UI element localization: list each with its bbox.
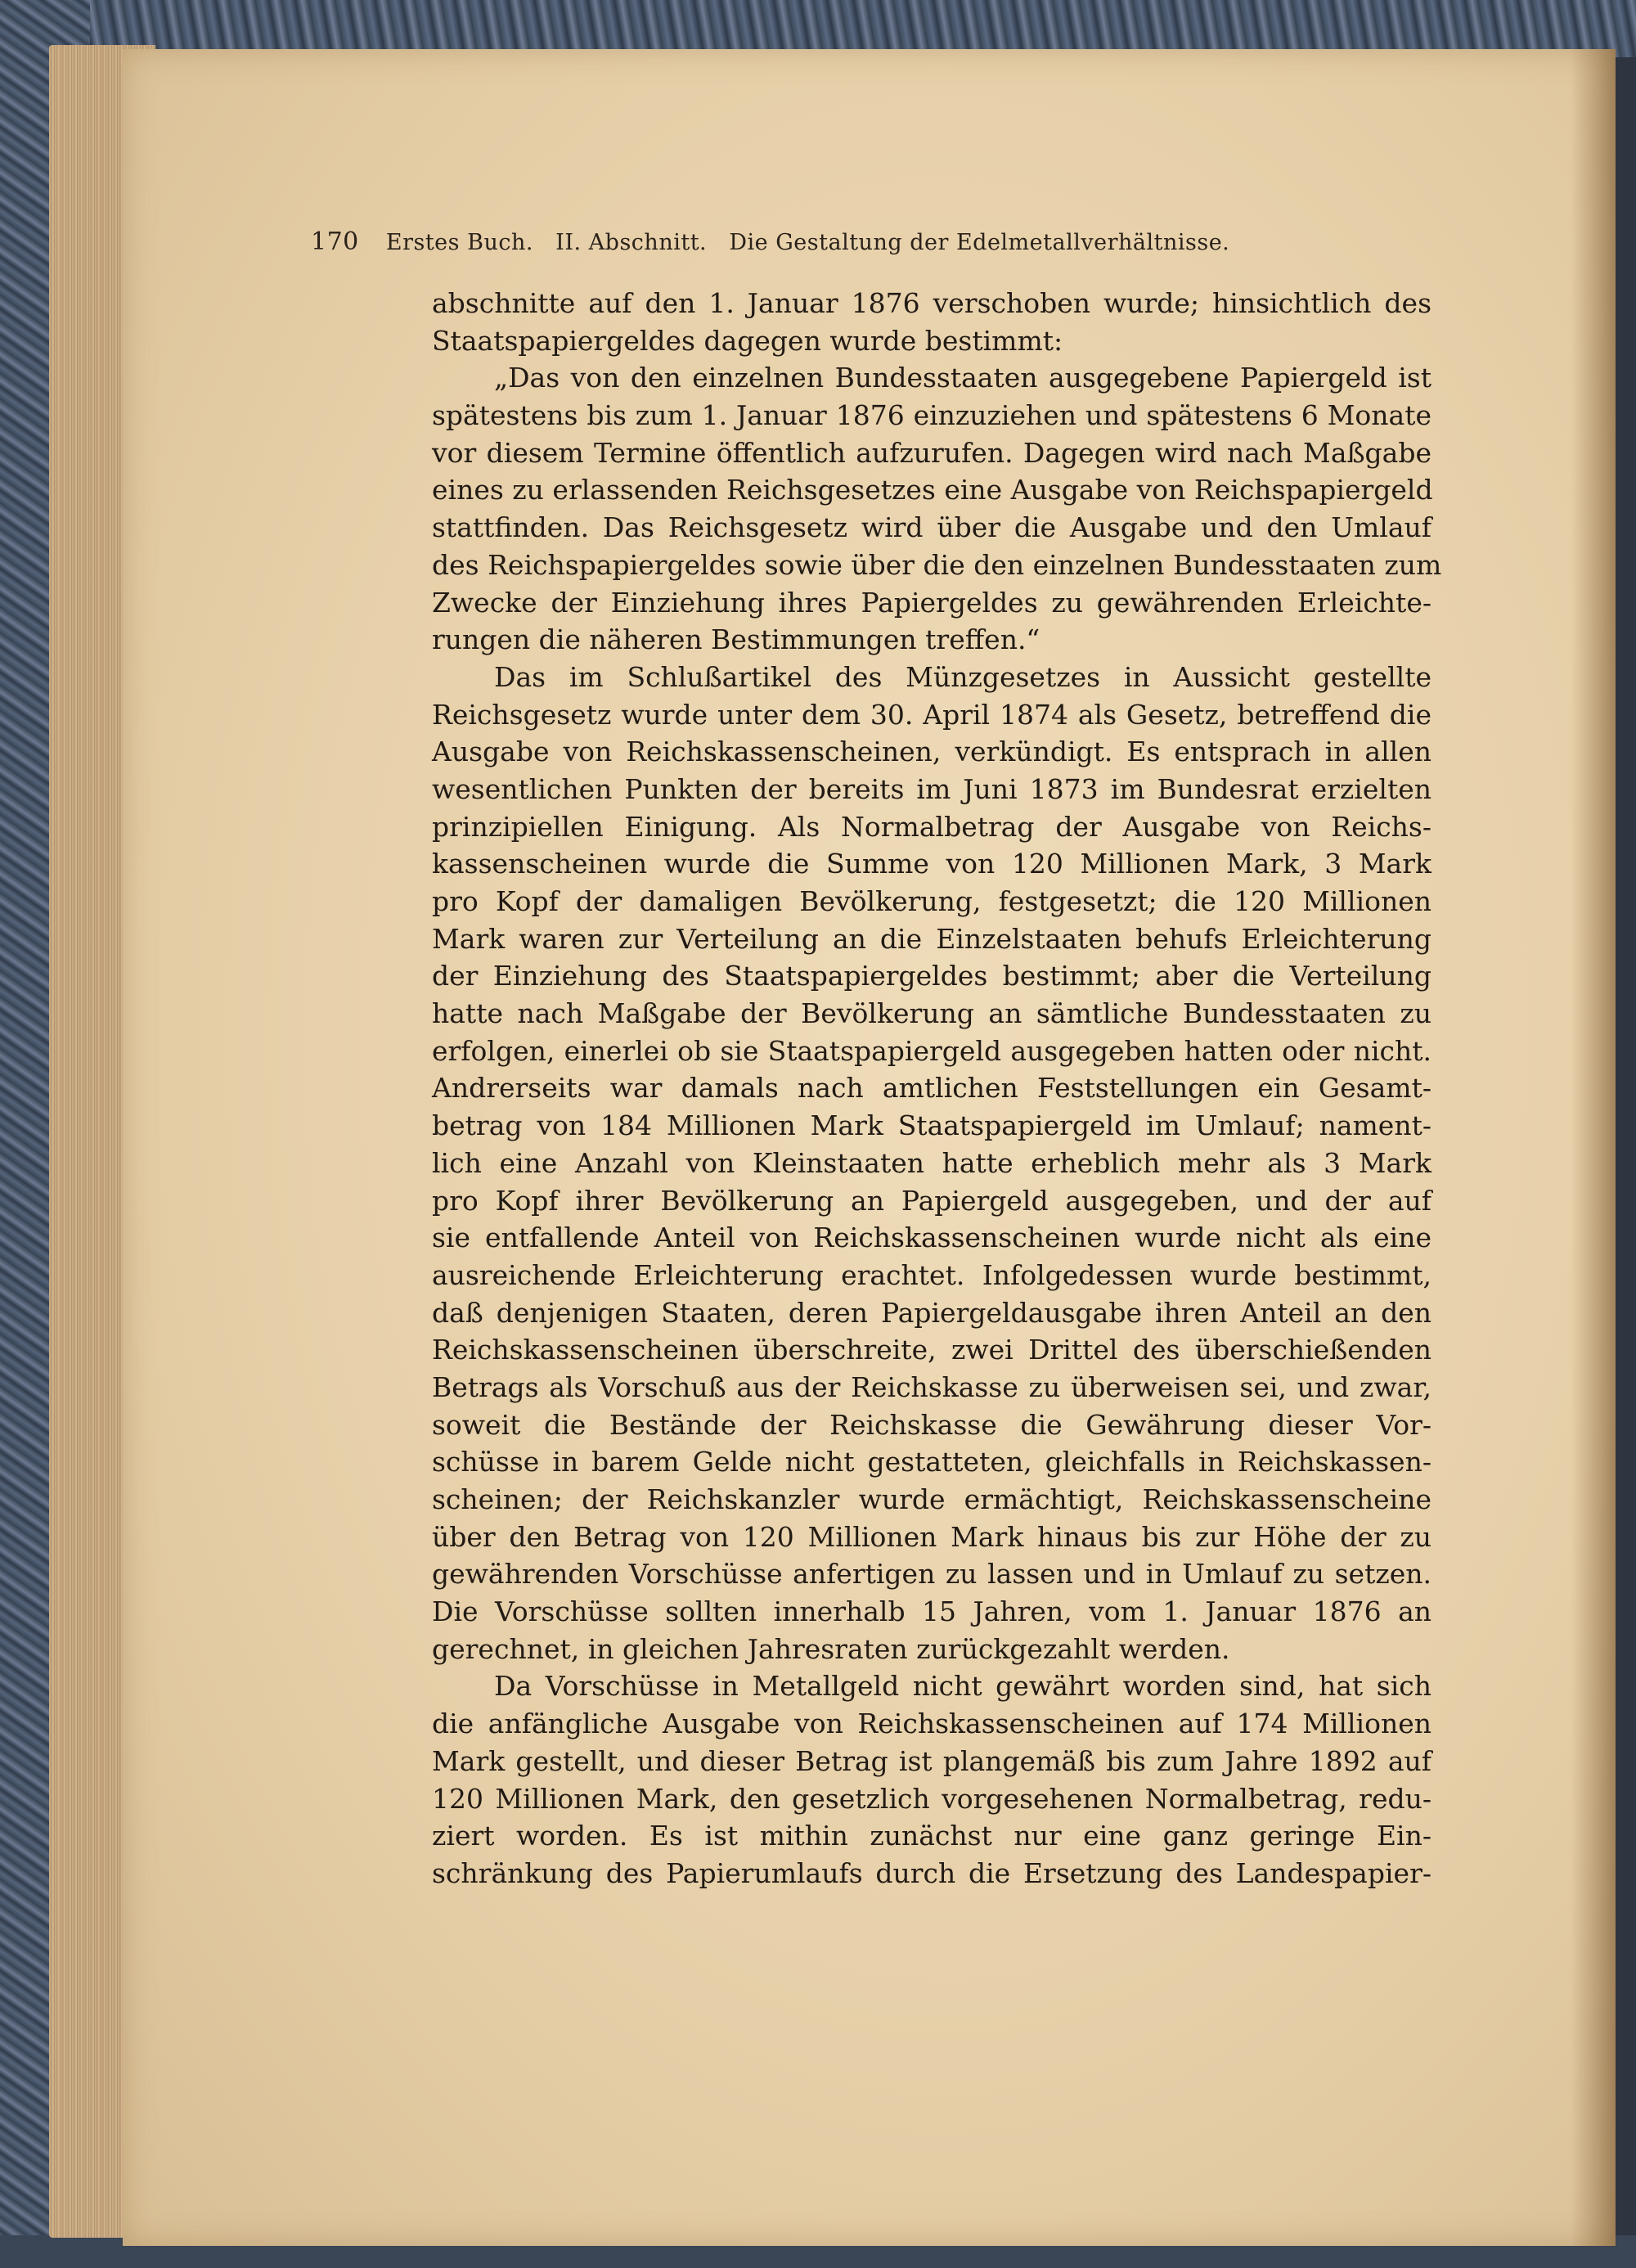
text-line: 120 Millionen Mark, den gesetzlich vorgesehenen Normalbetrag, redu- (432, 1782, 1432, 1815)
text-line: der Einziehung des Staatspapiergeldes bestimmt; aber die Verteilung (432, 960, 1432, 992)
text-line: Ausgabe von Reichskassenscheinen, verkündigt. Es entsprach in allen (432, 736, 1432, 768)
text-line: ziert worden. Es ist mithin zunächst nur eine ganz geringe Ein- (432, 1820, 1432, 1852)
page-number: 170 (311, 227, 359, 256)
page-gutter-shadow (1571, 49, 1616, 2246)
text-line: pro Kopf der damaligen Bevölkerung, festgesetzt; die 120 Millionen (432, 885, 1432, 917)
text-line: schränkung des Papierumlaufs durch die Ersetzung des Landespapier- (432, 1856, 1432, 1889)
text-line: Staatspapiergeldes dagegen wurde bestimmt: (432, 324, 1063, 357)
text-line: stattfinden. Das Reichsgesetz wird über die Ausgabe und den Umlauf (432, 511, 1432, 544)
text-line: hatte nach Maßgabe der Bevölkerung an sämtliche Bundesstaaten zu (432, 997, 1432, 1030)
text-line: gerechnet, in gleichen Jahresraten zurückgezahlt werden. (432, 1632, 1230, 1665)
text-line: Zwecke der Einziehung ihres Papiergeldes zu gewährenden Erleichte- (432, 586, 1432, 619)
text-line: Mark waren zur Verteilung an die Einzelstaaten behufs Erleichterung (432, 922, 1432, 955)
text-line: daß denjenigen Staaten, deren Papiergeldausgabe ihren Anteil an den (432, 1296, 1432, 1329)
text-line: abschnitte auf den 1. Januar 1876 verschoben wurde; hinsichtlich des (432, 287, 1432, 319)
text-line: rungen die näheren Bestimmungen treffen.“ (432, 623, 1040, 656)
text-line: Das im Schlußartikel des Münzgesetzes in Aussicht gestellte (494, 660, 1432, 693)
text-line: soweit die Bestände der Reichskasse die Gewährung dieser Vor- (432, 1408, 1432, 1441)
text-line: des Reichspapiergeldes sowie über die den einzelnen Bundesstaaten zum (432, 548, 1442, 581)
text-line: „Das von den einzelnen Bundesstaaten ausgegebene Papiergeld ist (494, 362, 1432, 394)
text-line: über den Betrag von 120 Millionen Mark hinaus bis zur Höhe der zu (432, 1520, 1432, 1553)
text-line: die anfängliche Ausgabe von Reichskassenscheinen auf 174 Millionen (432, 1708, 1432, 1740)
body-text (432, 285, 1442, 1892)
text-line: ausreichende Erleichterung erachtet. Infolgedessen wurde bestimmt, (432, 1258, 1432, 1291)
text-line: scheinen; der Reichskanzler wurde ermächtigt, Reichskassenscheine (432, 1483, 1432, 1515)
text-line: erfolgen, einerlei ob sie Staatspapiergeld ausgegeben hatten oder nicht. (432, 1034, 1432, 1067)
text-line: spätestens bis zum 1. Januar 1876 einzuziehen und spätestens 6 Monate (432, 399, 1432, 432)
text-line: Reichskassenscheinen überschreite, zwei Drittel des überschießenden (432, 1334, 1432, 1366)
text-line: Reichsgesetz wurde unter dem 30. April 1874 als Gesetz, betreffend die (432, 698, 1432, 731)
running-head (311, 227, 1440, 256)
text-line: Andrerseits war damals nach amtlichen Feststellungen ein Gesamt- (432, 1072, 1432, 1105)
text-line: Mark gestellt, und dieser Betrag ist plangemäß bis zum Jahre 1892 auf (432, 1744, 1432, 1777)
text-line: vor diesem Termine öffentlich aufzurufen. Dagegen wird nach Maßgabe (432, 436, 1432, 469)
text-line: sie entfallende Anteil von Reichskassenscheinen wurde nicht als eine (432, 1222, 1432, 1254)
running-head-title: Erstes Buch. II. Abschnitt. Die Gestaltung der Edelmetallverhältnisse. (385, 230, 1230, 255)
text-line: Die Vorschüsse sollten innerhalb 15 Jahren, vom 1. Januar 1876 an (432, 1595, 1432, 1628)
text-line: schüsse in barem Gelde nicht gestatteten, gleichfalls in Reichskassen- (432, 1446, 1432, 1478)
text-line: Betrags als Vorschuß aus der Reichskasse zu überweisen sei, und zwar, (432, 1370, 1432, 1403)
text-line: Da Vorschüsse in Metallgeld nicht gewährt worden sind, hat sich (494, 1670, 1432, 1703)
text-line: eines zu erlassenden Reichsgesetzes eine Ausgabe von Reichspapiergeld (432, 474, 1433, 506)
text-line: prinzipiellen Einigung. Als Normalbetrag der Ausgabe von Reichs- (432, 810, 1432, 843)
text-line: betrag von 184 Millionen Mark Staatspapiergeld im Umlauf; nament- (432, 1109, 1432, 1142)
text-line: lich eine Anzahl von Kleinstaaten hatte erheblich mehr als 3 Mark (432, 1146, 1432, 1179)
text-line: kassenscheinen wurde die Summe von 120 Millionen Mark, 3 Mark (432, 848, 1432, 880)
text-line: pro Kopf ihrer Bevölkerung an Papiergeld ausgegeben, und der auf (432, 1184, 1432, 1217)
text-line: gewährenden Vorschüsse anfertigen zu lassen und in Umlauf zu setzen. (432, 1558, 1432, 1591)
text-line: wesentlichen Punkten der bereits im Juni 1873 im Bundesrat erzielten (432, 772, 1432, 805)
